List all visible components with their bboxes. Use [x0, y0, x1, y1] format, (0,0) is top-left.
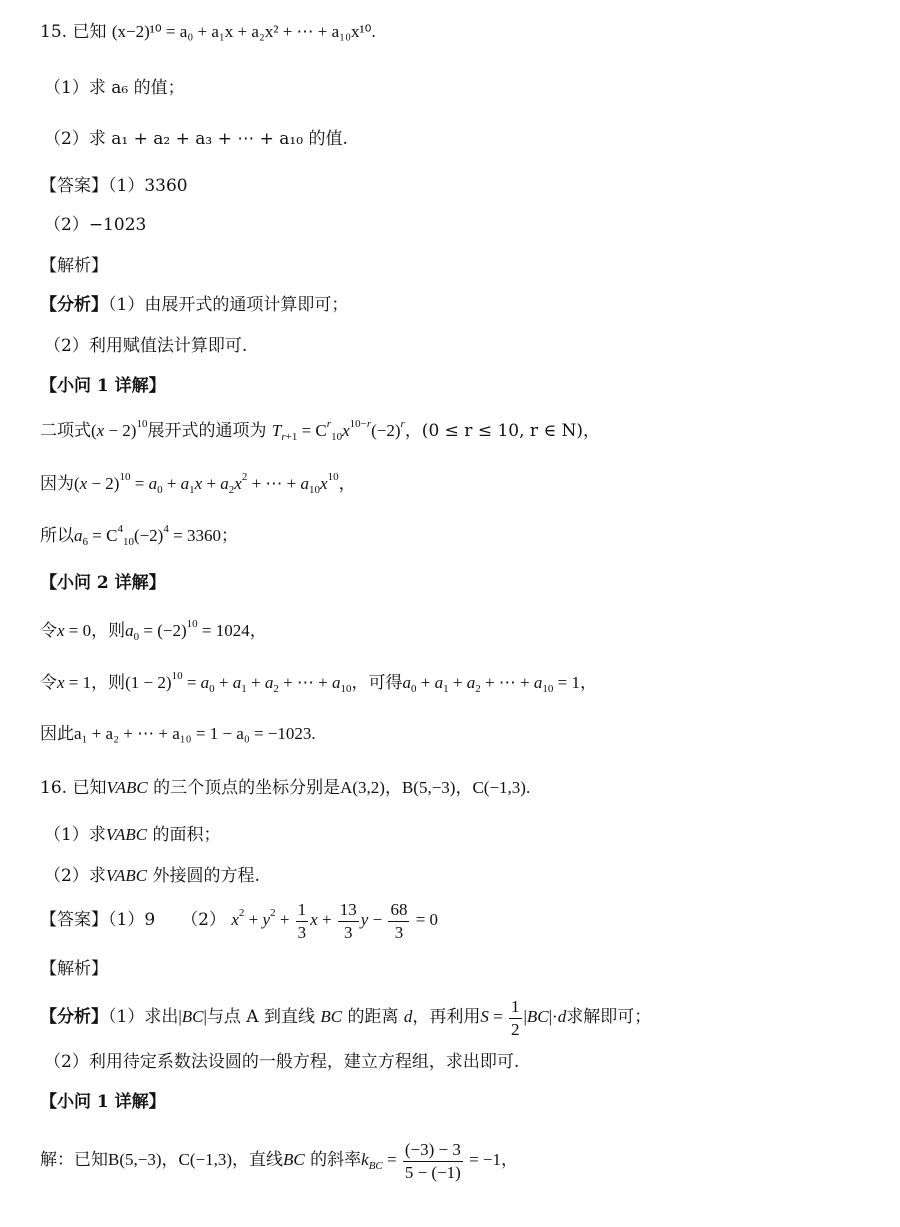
binomial-expr: $(x - 2)^{10}$: [91, 418, 148, 440]
text-segment: 的三个顶点的坐标分别是: [153, 778, 341, 798]
text-segment: 因此: [40, 724, 74, 744]
general-term-expr: $T_{r+1} = C^r_{10}x^{10-r}(-2)^r$: [271, 418, 405, 443]
q16-stem: [40, 776, 530, 800]
text-segment: ，则: [91, 621, 126, 641]
text-segment: （2）: [181, 910, 226, 930]
q15-part1: （1）求 a₆ 的值；: [44, 78, 185, 98]
q16-analysis-label: 【解析】: [40, 959, 108, 979]
expansion-expr: $(x - 2)^{10} = a_0 + a_1x + a_2x^2$ + ⋯ + $a_{10}x^{10}$，: [74, 471, 356, 496]
q15-sub1-line2: [40, 472, 356, 496]
q16-part2: [44, 864, 260, 888]
text-segment: 因为: [40, 474, 74, 494]
text-segment: 令: [40, 673, 57, 693]
q15-sub1-line3: [40, 524, 238, 548]
final-sum-expr: a₁ + a₂ + ⋯ + a₁₀ = 1 − a₀ = −1023.: [74, 724, 316, 743]
q15-part2: （2）求 a₁ + a₂ + a₃ + ⋯ + a₁₀ 的值.: [44, 129, 348, 149]
distance-d: d: [403, 1007, 413, 1026]
a0-expr: $a_0 = (-2)^{10}$: [125, 618, 198, 643]
text-segment: （1）求: [44, 825, 106, 845]
a6-expr: $a_6 = C^4_{10}(-2)^4$: [74, 523, 169, 548]
text-segment: 的距离: [347, 1007, 399, 1027]
fenxi-label: 【分析】: [40, 295, 108, 315]
text-segment: ，(0 ≤ r ≤ 10, r ∈ N)，: [404, 421, 600, 441]
text-segment: 求解即可；: [566, 1007, 652, 1027]
points-bc: B(5,−3)，C(−1,3): [108, 1150, 232, 1169]
text-segment: 与点 A 到直线: [206, 1007, 315, 1027]
q15-fenxi1: （1）由展开式的通项计算即可；: [108, 295, 349, 315]
q15-sub2-line1: [40, 619, 267, 643]
x-equals-0: x = 0: [57, 621, 92, 640]
q16-fenxi2: （2）利用待定系数法设圆的一般方程，建立方程组，求出即可.: [44, 1052, 520, 1072]
q15-sub2-line2: [40, 671, 597, 695]
text-segment: ，再利用: [412, 1007, 481, 1027]
fenxi-label: 【分析】: [40, 1007, 108, 1027]
q15-fenxi: [40, 293, 348, 317]
q16-number: 16.: [40, 778, 68, 798]
q16-answer1: （1）9: [108, 910, 156, 930]
q15-stem-expr: (x−2)¹⁰ = a₀ + a₁x + a₂x² + ⋯ + a₁₀x¹⁰.: [111, 22, 376, 41]
q15-answer: [40, 174, 188, 198]
q15-analysis-label: 【解析】: [40, 256, 108, 276]
x-equals-1: x = 1: [57, 673, 92, 692]
text-segment: = 1024，: [201, 621, 267, 640]
q15-sub2-label: 【小问 2 详解】: [40, 573, 166, 593]
triangle-label: VABC: [105, 866, 148, 885]
text-segment: 解：已知: [40, 1150, 108, 1170]
q15-answer1: （1）3360: [108, 176, 188, 196]
text-segment: ，则: [91, 673, 126, 693]
triangle-label: VABC: [106, 778, 148, 797]
q15-sub1-line1: [40, 419, 600, 443]
slope-expr: $k_{BC}$ = $\frac{(-3) - 3}{5 - (-1)}$: [361, 1139, 461, 1182]
q15-number: 15.: [40, 22, 68, 42]
q15-sub1-label: 【小问 1 详解】: [40, 376, 166, 396]
line-bc: BC: [320, 1007, 343, 1026]
text-segment: 的斜率: [310, 1150, 362, 1170]
text-segment: （2）求: [44, 866, 106, 886]
q15-sub2-line3: [40, 722, 316, 746]
text-segment: 令: [40, 621, 57, 641]
q16-fenxi: [40, 993, 651, 1041]
text-segment: = 3360；: [173, 526, 238, 545]
answer-label: 【答案】: [40, 176, 108, 196]
text-segment: 二项式: [40, 421, 91, 441]
triangle-label: VABC: [105, 825, 148, 844]
text-segment: 外接圆的方程.: [152, 866, 260, 886]
circle-equation: $x^2 + y^2$ + $\frac{1}{3}$ x + $\frac{13}{3}$ y − $\frac{68}{3}$ = 0: [231, 899, 439, 942]
text-segment: ，可得: [351, 673, 403, 693]
sum-equals-1: $a_0 + a_1 + a_2$ + ⋯ + $a_{10} = 1$，: [402, 673, 597, 695]
text-segment: 已知: [72, 778, 107, 798]
q15-fenxi2: （2）利用赋值法计算即可.: [44, 336, 248, 356]
text-segment: ，直线: [232, 1150, 283, 1170]
q15-stem-prefix: 已知: [72, 22, 107, 42]
text-segment: = −1，: [469, 1150, 519, 1169]
vertex-points: A(3,2)，B(5,−3)，C(−1,3).: [340, 778, 531, 797]
area-formula: S = $\frac{1}{2}$ |BC|·d: [480, 996, 567, 1039]
line-bc: BC: [283, 1150, 305, 1169]
q16-solution-line: [40, 1136, 518, 1184]
text-segment: 展开式的通项为: [147, 421, 267, 441]
text-segment: 所以: [40, 526, 74, 546]
q15-stem: [40, 20, 376, 44]
text-segment: 的面积；: [152, 825, 221, 845]
q15-answer2: （2）−1023: [44, 215, 147, 235]
abs-bc: |BC|: [178, 1007, 207, 1026]
q16-answer: [40, 896, 438, 944]
sub-x1-expr: $(1 - 2)^{10} = a_0 + a_1 + a_2$ + ⋯ + $a_{10}$: [125, 670, 352, 695]
text-segment: （1）求出: [108, 1007, 179, 1027]
q16-sub1-label: 【小问 1 详解】: [40, 1092, 166, 1112]
answer-label: 【答案】: [40, 910, 108, 930]
q16-part1: [44, 823, 220, 847]
